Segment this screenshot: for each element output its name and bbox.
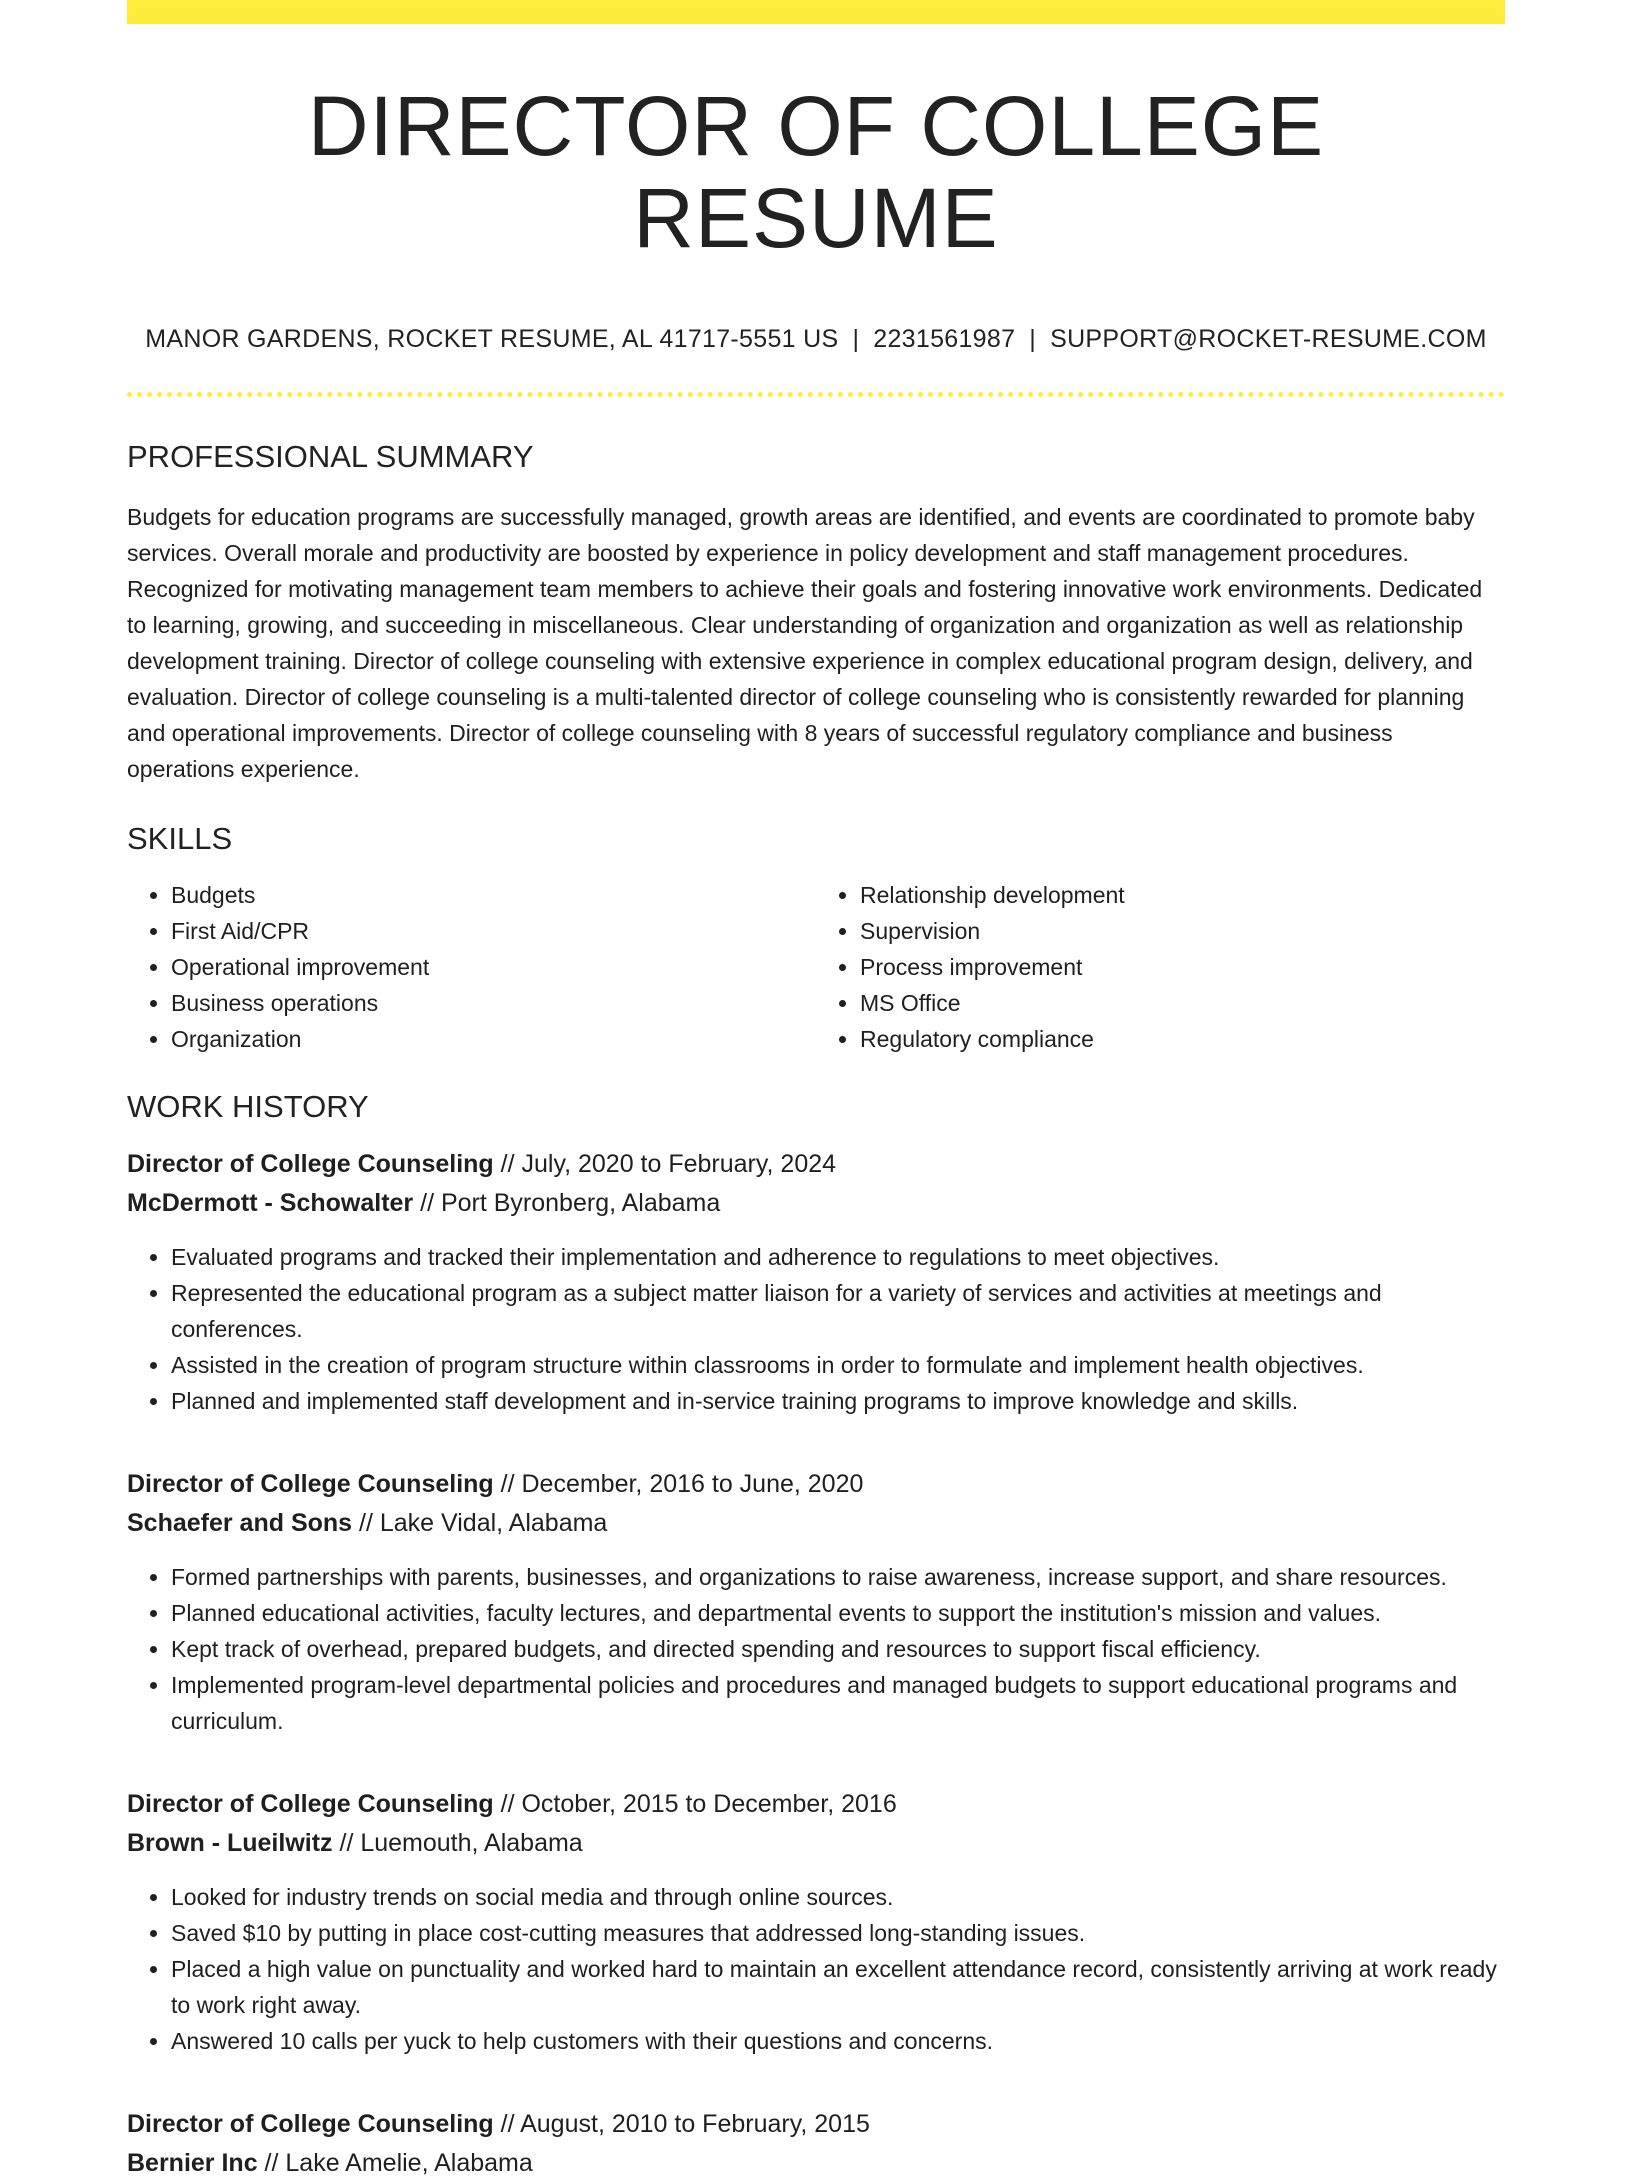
skill-item: • Regulatory compliance bbox=[860, 1021, 1505, 1057]
resume-title: DIRECTOR OF COLLEGE RESUME bbox=[307, 79, 1325, 266]
job-company: Brown - Lueilwitz bbox=[127, 1828, 333, 1857]
job-entry bbox=[127, 1785, 1505, 2059]
job-dates: // December, 2016 to June, 2020 bbox=[493, 1469, 864, 1498]
skill-item: • First Aid/CPR bbox=[171, 913, 816, 949]
skill-item: • Relationship development bbox=[860, 877, 1505, 913]
skill-item: • Supervision bbox=[860, 913, 1505, 949]
job-bullet: • Implemented program-level departmental policies and procedures and managed budgets to support educational programs and curriculum. bbox=[171, 1667, 1505, 1739]
job-bullet: • Placed a high value on punctuality and worked hard to maintain an excellent attendance record, consistently arriving at work ready to work right away. bbox=[171, 1951, 1505, 2023]
job-company-line bbox=[127, 2144, 1505, 2183]
job-title: Director of College Counseling bbox=[127, 1469, 494, 1498]
job-bullet: • Answered 10 calls per yuck to help customers with their questions and concerns. bbox=[171, 2023, 1505, 2059]
job-bullet: • Looked for industry trends on social media and through online sources. bbox=[171, 1879, 1505, 1915]
job-location: // Port Byronberg, Alabama bbox=[413, 1188, 721, 1217]
summary-text: Budgets for education programs are successfully managed, growth areas are identified, and events are coordinated to promote baby services. Overall morale and productivity are boosted by experience in policy development and staff management procedures. Recognized for motivating management team members to achieve their goals and fostering innovative work environments. Dedicated to learning, growing, and succeeding in miscellaneous. Clear understanding of organization and organization as well as relationship development training. Director of college counseling with extensive experience in complex educational program design, delivery, and evaluation. Director of college counseling is a multi-talented director of college counseling who is consistently rewarded for planning and operational improvements. Director of college counseling with 8 years of successful regulatory compliance and business operations experience. bbox=[127, 503, 1483, 782]
skill-item: • Process improvement bbox=[860, 949, 1505, 985]
job-location: // Lake Amelie, Alabama bbox=[257, 2148, 533, 2177]
contact-separator: | bbox=[1029, 324, 1037, 353]
job-company: Bernier Inc bbox=[127, 2148, 258, 2177]
job-dates: // July, 2020 to February, 2024 bbox=[493, 1149, 837, 1178]
job-title: Director of College Counseling bbox=[127, 2109, 494, 2138]
job-title-line bbox=[127, 1145, 1505, 1184]
skill-item: • Business operations bbox=[171, 985, 816, 1021]
job-entry bbox=[127, 1465, 1505, 1739]
skill-item: • MS Office bbox=[860, 985, 1505, 1021]
job-company-line bbox=[127, 1504, 1505, 1543]
job-dates: // October, 2015 to December, 2016 bbox=[493, 1789, 897, 1818]
job-bullet: • Represented the educational program as a subject matter liaison for a variety of services and activities at meetings and conferences. bbox=[171, 1275, 1505, 1347]
skills-list bbox=[127, 877, 1505, 1057]
job-bullet: • Formed partnerships with parents, businesses, and organizations to raise awareness, increase support, and share resources. bbox=[171, 1559, 1505, 1595]
contact-email: SUPPORT@ROCKET-RESUME.COM bbox=[1050, 324, 1487, 353]
job-company: McDermott - Schowalter bbox=[127, 1188, 414, 1217]
job-location: // Luemouth, Alabama bbox=[332, 1828, 583, 1857]
skill-item: • Organization bbox=[171, 1021, 816, 1057]
job-company-line bbox=[127, 1184, 1505, 1223]
skill-item: • Budgets bbox=[171, 877, 816, 913]
job-bullet: • Assisted in the creation of program structure within classrooms in order to formulate and implement health objectives. bbox=[171, 1347, 1505, 1383]
job-dates: // August, 2010 to February, 2015 bbox=[493, 2109, 870, 2138]
skills-heading: SKILLS bbox=[127, 820, 233, 856]
job-title: Director of College Counseling bbox=[127, 1149, 494, 1178]
contact-phone: 2231561987 bbox=[873, 324, 1016, 353]
job-entry bbox=[127, 1145, 1505, 1419]
summary-heading: PROFESSIONAL SUMMARY bbox=[127, 438, 534, 474]
contact-separator: | bbox=[852, 324, 860, 353]
job-title-line bbox=[127, 1465, 1505, 1504]
job-bullet: • Planned educational activities, faculty lectures, and departmental events to support the institution's mission and values. bbox=[171, 1595, 1505, 1631]
job-bullets bbox=[127, 1559, 1505, 1739]
contact-address: MANOR GARDENS, ROCKET RESUME, AL 41717-5551 US bbox=[145, 324, 839, 353]
job-company: Schaefer and Sons bbox=[127, 1508, 353, 1537]
job-bullets bbox=[127, 1239, 1505, 1419]
skills-column-left bbox=[127, 877, 816, 1057]
job-bullet: • Saved $10 by putting in place cost-cutting measures that addressed long-standing issues. bbox=[171, 1915, 1505, 1951]
job-location: // Lake Vidal, Alabama bbox=[352, 1508, 608, 1537]
accent-bar bbox=[127, 0, 1505, 24]
job-bullet: • Kept track of overhead, prepared budgets, and directed spending and resources to support fiscal efficiency. bbox=[171, 1631, 1505, 1667]
job-bullet: • Planned and implemented staff development and in-service training programs to improve knowledge and skills. bbox=[171, 1383, 1505, 1419]
job-company-line bbox=[127, 1824, 1505, 1863]
work-history-heading: WORK HISTORY bbox=[127, 1088, 369, 1124]
resume-content bbox=[127, 24, 1505, 2183]
job-entry bbox=[127, 2105, 1505, 2183]
dotted-divider bbox=[127, 392, 1505, 397]
job-title: Director of College Counseling bbox=[127, 1789, 494, 1818]
job-bullets bbox=[127, 1879, 1505, 2059]
skill-item: • Operational improvement bbox=[171, 949, 816, 985]
job-title-line bbox=[127, 2105, 1505, 2144]
contact-line bbox=[127, 325, 1505, 354]
skills-column-right bbox=[816, 877, 1505, 1057]
job-title-line bbox=[127, 1785, 1505, 1824]
job-bullet: • Evaluated programs and tracked their implementation and adherence to regulations to meet objectives. bbox=[171, 1239, 1505, 1275]
